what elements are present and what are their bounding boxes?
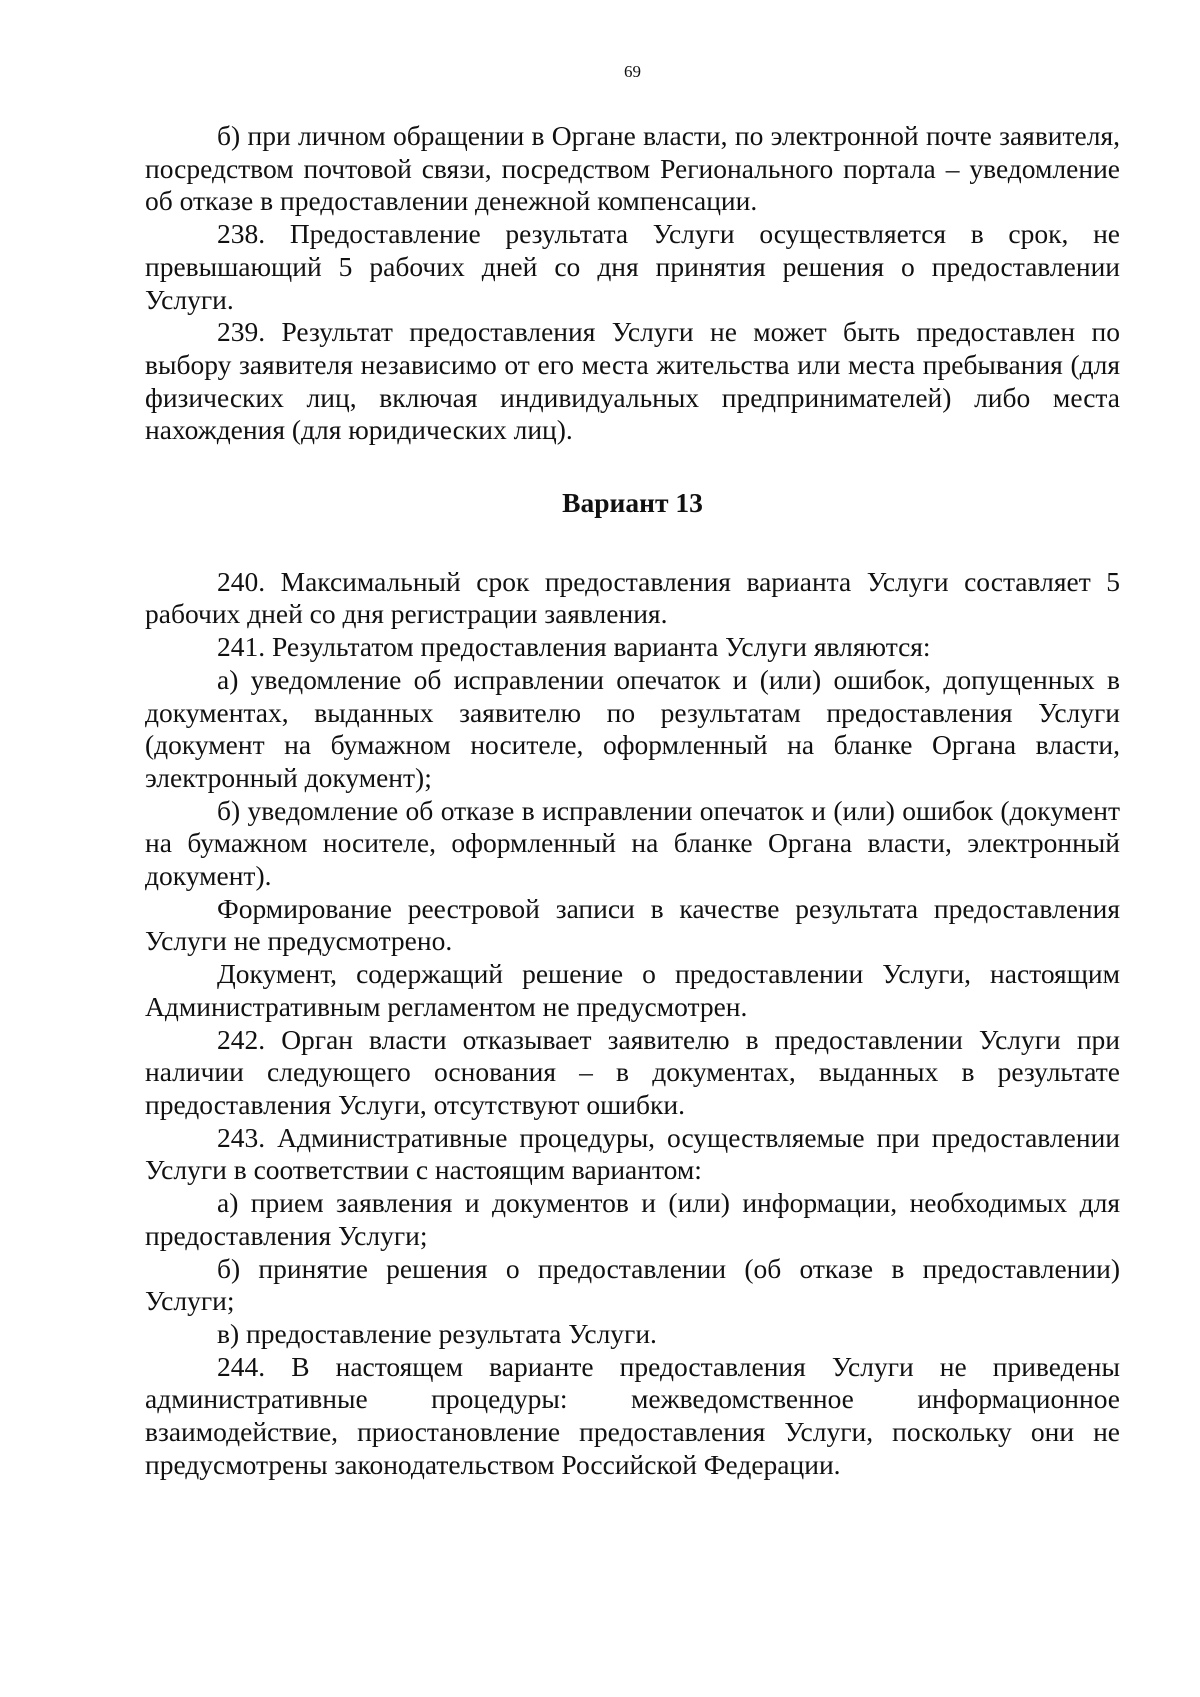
paragraph-240: 240. Максимальный срок предоставления варианта Услуги составляет 5 рабочих дней со дня регистрации заявления. [145, 565, 1120, 630]
section-title-variant-13: Вариант 13 [562, 487, 703, 519]
paragraph-241-a: а) уведомление об исправлении опечаток и (или) ошибок, допущенных в документах, выданных заявителю по результатам предоставления Услуги (документ на бумажном носителе, оформленный на бланке Органа власти, электронный документ); [145, 663, 1120, 793]
paragraph-241: 241. Результатом предоставления варианта Услуги являются: [217, 631, 931, 663]
page-number: 69 [624, 62, 641, 81]
paragraph-decision-document: Документ, содержащий решение о предоставлении Услуги, настоящим Административным регламентом не предусмотрен. [145, 958, 1120, 1022]
paragraph-b-notification-refusal: б) при личном обращении в Органе власти, по электронной почте заявителя, посредством почтовой связи, посредством Регионального портала – уведомление об отказе в предоставлении денежной компенсации. [145, 120, 1120, 217]
paragraph-243-a: а) прием заявления и документов и (или) информации, необходимых для предоставления Услуги; [145, 1187, 1120, 1251]
paragraph-242: 242. Орган власти отказывает заявителю в предоставлении Услуги при наличии следующего основания – в документах, выданных в результате предоставления Услуги, отсутствуют ошибки. [145, 1023, 1120, 1120]
paragraph-239: 239. Результат предоставления Услуги не может быть предоставлен по выбору заявителя независимо от его места жительства или места пребывания (для физических лиц, включая индивидуальных предпринимателей) либо места нахождения (для юридических лиц). [145, 316, 1120, 446]
paragraph-243-v: в) предоставление результата Услуги. [217, 1317, 657, 1349]
paragraph-241-b: б) уведомление об отказе в исправлении опечаток и (или) ошибок (документ на бумажном носителе, оформленный на бланке Органа власти, электронный документ). [145, 794, 1120, 892]
document-page [145, 62, 1120, 1481]
paragraph-238: 238. Предоставление результата Услуги осуществляется в срок, не превышающий 5 рабочих дней со дня принятия решения о предоставлении Услуги. [145, 218, 1120, 315]
paragraph-244: 244. В настоящем варианте предоставления Услуги не приведены административные процедуры: межведомственное информационное взаимодействие, приостановление предоставления Услуги, поскольку они не предусмотрены законодательством Российской Федерации. [145, 1350, 1120, 1480]
paragraph-243-b: б) принятие решения о предоставлении (об отказе в предоставлении) Услуги; [145, 1252, 1120, 1317]
paragraph-243: 243. Административные процедуры, осуществляемые при предоставлении Услуги в соответствии с настоящим вариантом: [145, 1121, 1120, 1186]
paragraph-registry-record: Формирование реестровой записи в качестве результата предоставления Услуги не предусмотрено. [145, 892, 1120, 957]
